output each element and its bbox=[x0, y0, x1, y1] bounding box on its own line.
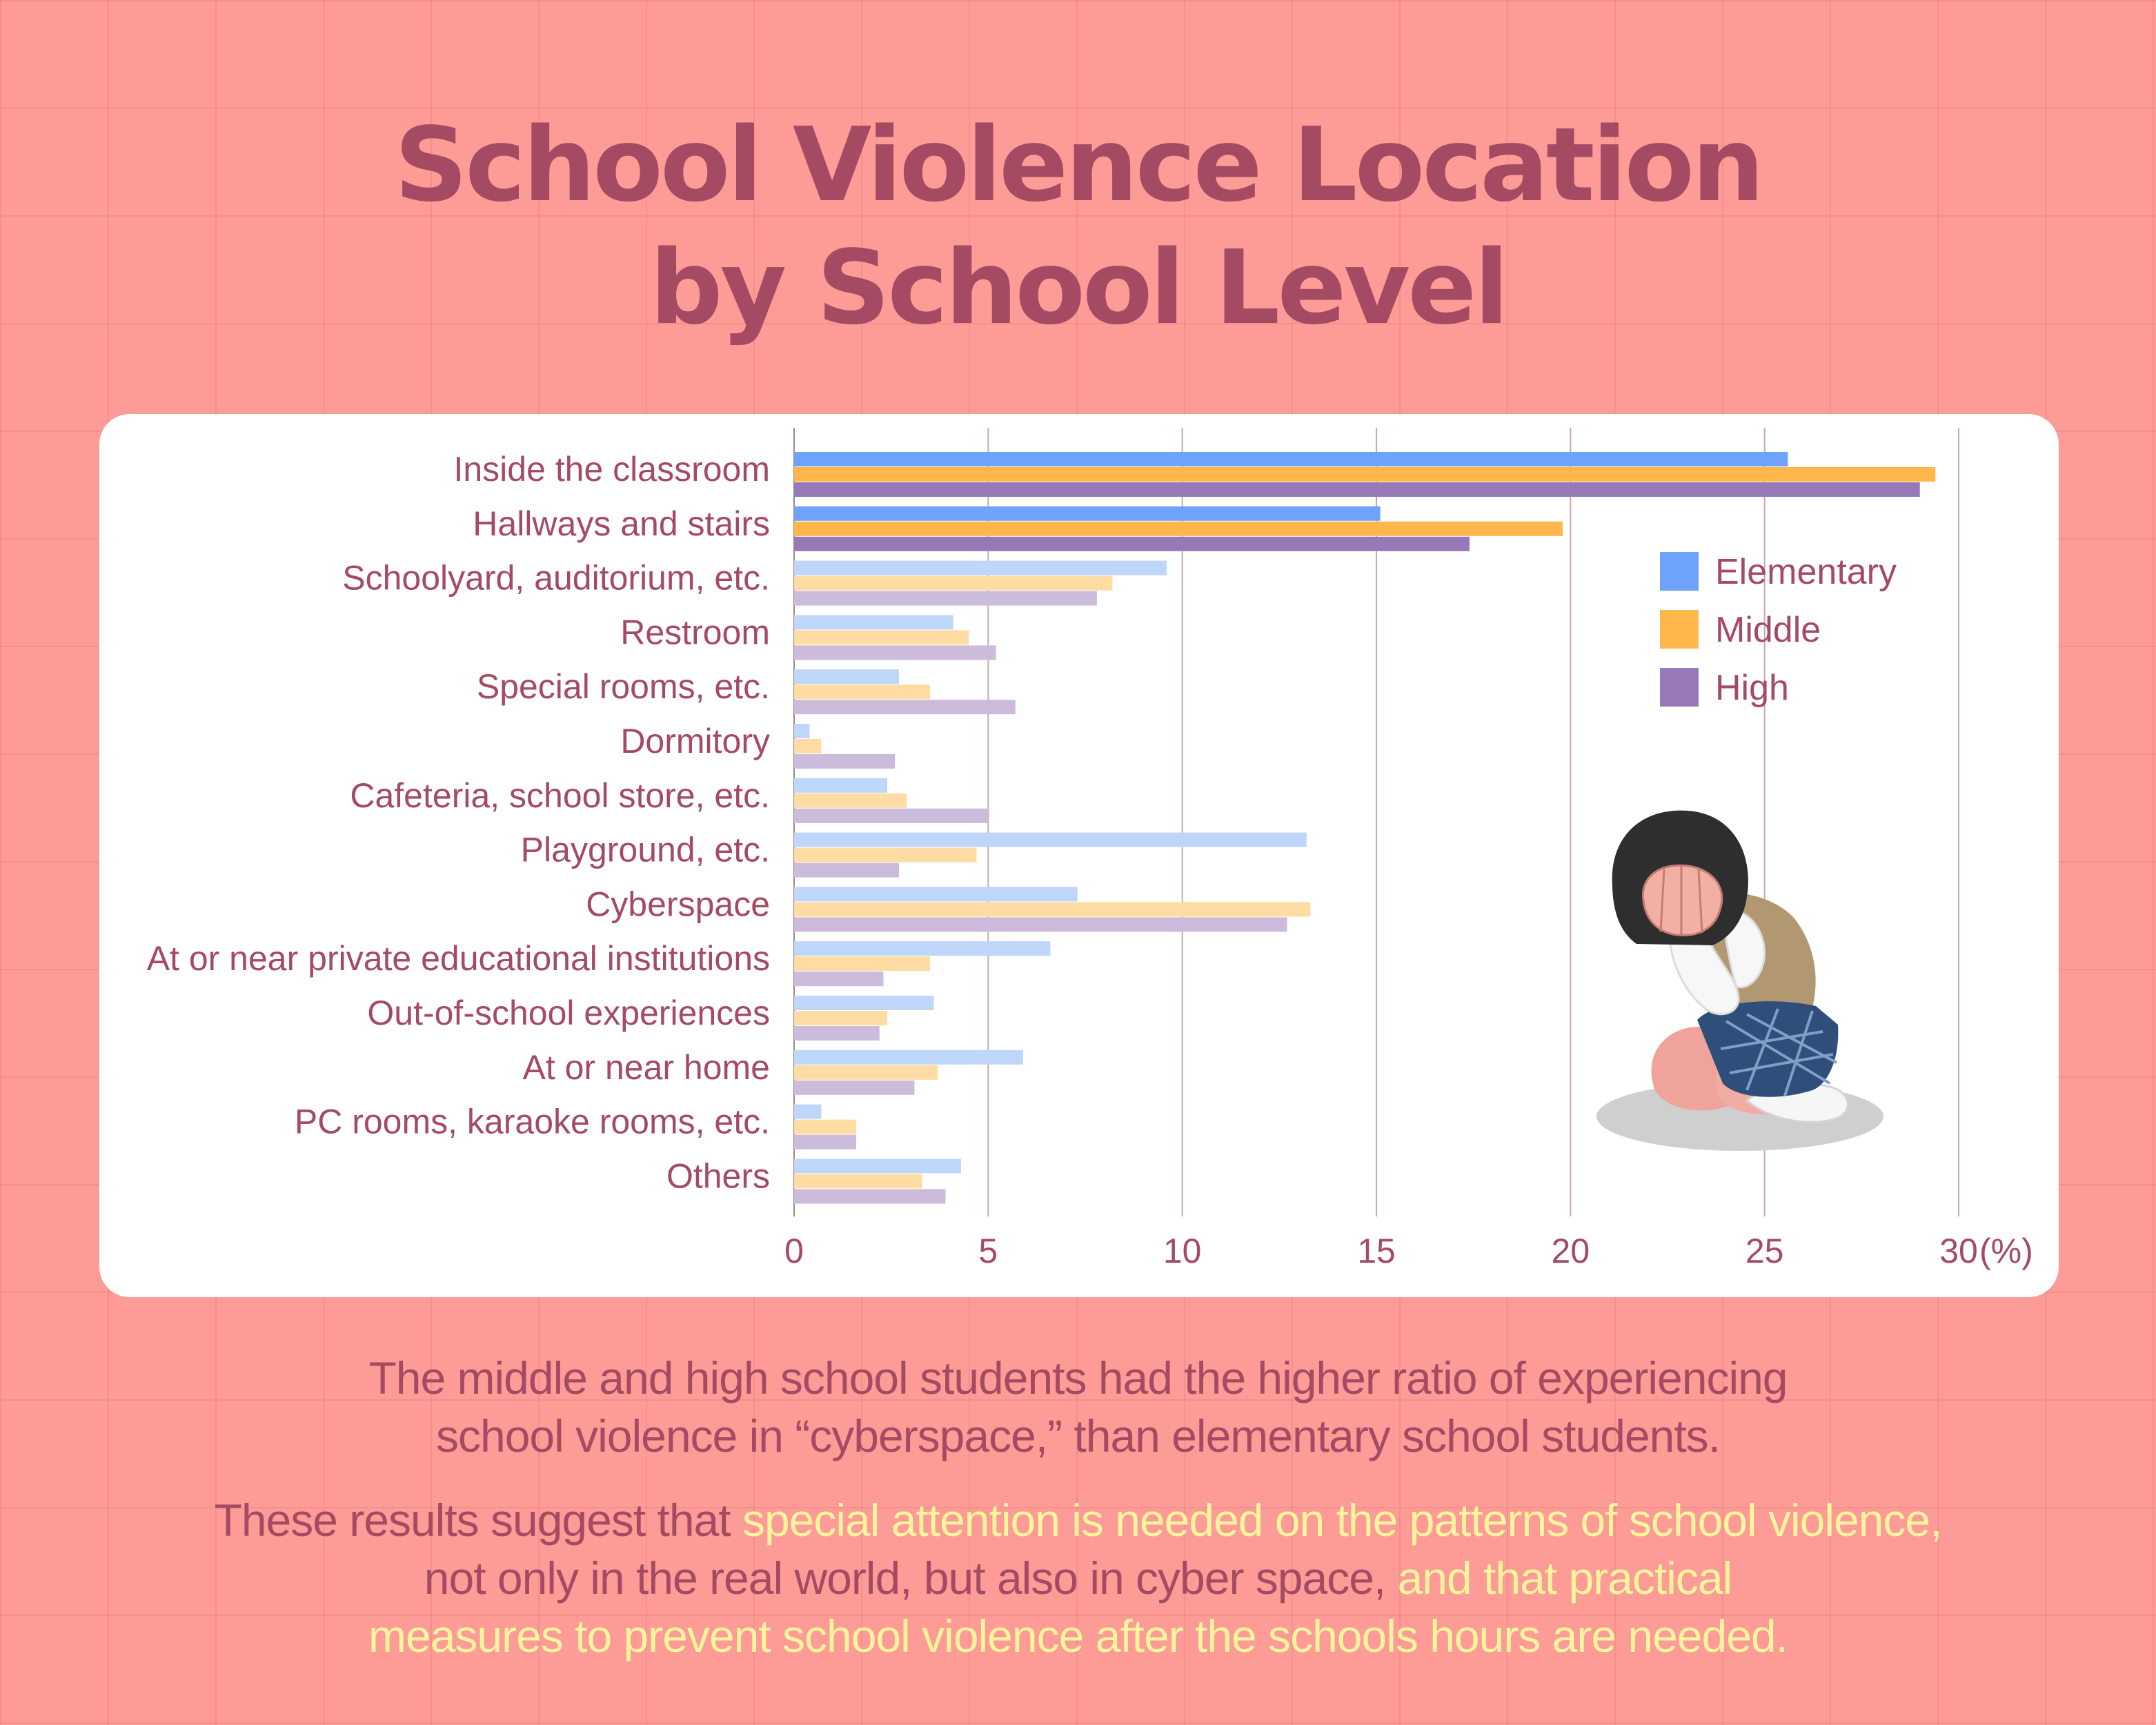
bar-middle bbox=[794, 1011, 887, 1025]
legend-swatch-middle bbox=[1660, 610, 1699, 649]
bar-high bbox=[794, 591, 1097, 606]
bar-elementary bbox=[794, 996, 934, 1010]
category-label: Schoolyard, auditorium, etc. bbox=[342, 558, 770, 598]
category-label: Restroom bbox=[620, 613, 770, 652]
category-label: Others bbox=[666, 1156, 770, 1196]
legend-label-elementary: Elementary bbox=[1715, 552, 1897, 592]
bar-high bbox=[794, 754, 895, 769]
x-tick-label: 30 bbox=[1939, 1232, 1978, 1270]
x-tick-label: 5 bbox=[978, 1232, 998, 1270]
caption-p2-highlight-1: special attention is needed on the patterns of school violence, bbox=[742, 1495, 1942, 1546]
bar-high bbox=[794, 1026, 880, 1041]
bar-high bbox=[794, 1189, 945, 1203]
bar-elementary bbox=[794, 778, 887, 793]
caption-paragraph-2 bbox=[0, 1491, 2156, 1665]
legend-swatch-elementary bbox=[1660, 552, 1699, 591]
bar-high bbox=[794, 537, 1470, 551]
category-label: Dormitory bbox=[620, 722, 770, 760]
category-label: Cafeteria, school store, etc. bbox=[350, 776, 770, 815]
page-title bbox=[0, 103, 2156, 349]
x-unit-label: (%) bbox=[1979, 1232, 2033, 1270]
legend-label-high: High bbox=[1715, 668, 1789, 708]
caption-paragraph-1 bbox=[0, 1349, 2156, 1465]
bar-high bbox=[794, 917, 1287, 931]
legend-swatch-high bbox=[1660, 668, 1699, 707]
bar-high bbox=[794, 645, 996, 660]
bar-high bbox=[794, 809, 988, 823]
x-tick-label: 25 bbox=[1745, 1232, 1784, 1270]
category-label: At or near private educational institutions bbox=[146, 939, 770, 978]
legend-label-middle: Middle bbox=[1715, 610, 1821, 650]
caption-p2-text-a: These results suggest that bbox=[214, 1495, 742, 1546]
title-line-1: School Violence Location bbox=[394, 106, 1762, 224]
category-label: Hallways and stairs bbox=[473, 504, 770, 543]
bar-middle bbox=[794, 1174, 922, 1188]
category-label: Special rooms, etc. bbox=[476, 667, 770, 707]
bar-middle bbox=[794, 630, 969, 644]
bar-middle bbox=[794, 793, 907, 808]
bar-elementary bbox=[794, 561, 1167, 575]
bar-elementary bbox=[794, 833, 1307, 847]
bar-high bbox=[794, 482, 1920, 497]
bar-high bbox=[794, 972, 883, 986]
category-label: PC rooms, karaoke rooms, etc. bbox=[294, 1102, 770, 1141]
bar-high bbox=[794, 1135, 856, 1150]
caption-p2-text-b: not only in the real world, but also in cyber space, bbox=[424, 1552, 1398, 1604]
category-label: Inside the classroom bbox=[453, 450, 770, 489]
bar-elementary bbox=[794, 941, 1050, 956]
bar-high bbox=[794, 863, 899, 878]
bar-elementary bbox=[794, 724, 810, 738]
bar-middle bbox=[794, 956, 930, 971]
category-labels bbox=[147, 450, 770, 1195]
caption-p2-highlight-2: and that practical bbox=[1397, 1552, 1732, 1604]
legend bbox=[1660, 552, 1897, 708]
caption-p2-highlight-3: measures to prevent school violence after the schools hours are needed. bbox=[368, 1610, 1788, 1662]
title-line-2: by School Level bbox=[649, 228, 1507, 347]
bar-middle bbox=[794, 1065, 938, 1080]
bar-elementary bbox=[794, 506, 1381, 521]
crying-girl-illustration bbox=[1540, 759, 1940, 1173]
bar-middle bbox=[794, 848, 976, 862]
bar-middle bbox=[794, 576, 1112, 591]
category-label: Cyberspace bbox=[586, 885, 770, 924]
bar-elementary bbox=[794, 1050, 1023, 1065]
bar-elementary bbox=[794, 669, 899, 684]
bar-elementary bbox=[794, 452, 1788, 466]
bar-elementary bbox=[794, 1105, 821, 1119]
bar-elementary bbox=[794, 615, 953, 629]
caption bbox=[0, 1349, 2156, 1665]
category-label: Playground, etc. bbox=[520, 830, 770, 869]
x-tick-label: 10 bbox=[1163, 1232, 1202, 1270]
category-label: At or near home bbox=[522, 1047, 770, 1087]
bar-elementary bbox=[794, 1159, 961, 1173]
bar-middle bbox=[794, 1120, 856, 1134]
bar-high bbox=[794, 1081, 914, 1095]
x-axis-ticks bbox=[784, 1232, 2033, 1270]
category-label: Out-of-school experiences bbox=[367, 994, 770, 1032]
x-tick-label: 0 bbox=[784, 1232, 804, 1270]
bar-middle bbox=[794, 902, 1310, 916]
bar-middle bbox=[794, 522, 1563, 536]
x-tick-label: 15 bbox=[1357, 1232, 1396, 1270]
x-tick-label: 20 bbox=[1551, 1232, 1590, 1270]
bar-high bbox=[794, 700, 1016, 714]
caption-p1-line-1: The middle and high school students had the higher ratio of experiencing bbox=[368, 1352, 1788, 1403]
bar-middle bbox=[794, 684, 930, 699]
bar-middle bbox=[794, 739, 821, 753]
bar-elementary bbox=[794, 887, 1078, 901]
caption-p1-line-2: school violence in “cyberspace,” than elementary school students. bbox=[435, 1410, 1721, 1461]
bar-middle bbox=[794, 467, 1935, 482]
